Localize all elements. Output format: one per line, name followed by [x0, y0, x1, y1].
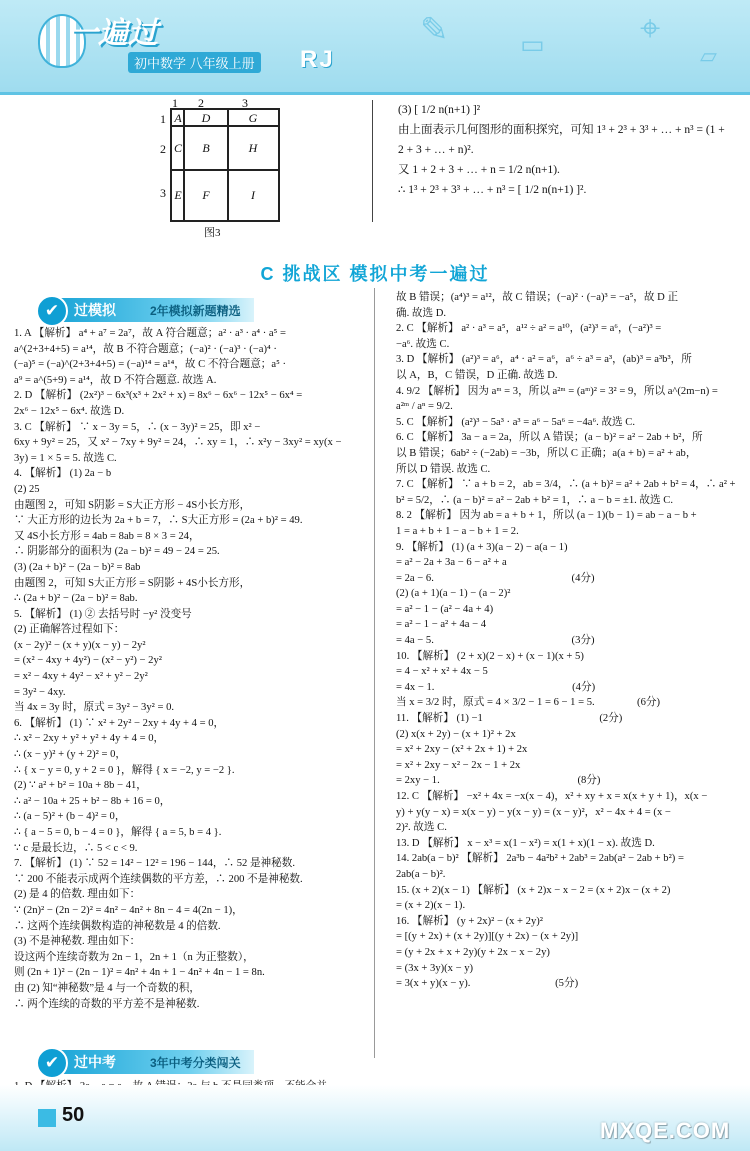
text-line: 又 1 + 2 + 3 + … + n = 1/2 n(n+1). — [398, 164, 560, 176]
text-line: (2) 正确解答过程如下： — [14, 624, 125, 636]
text-line: (3) [ 1/2 n(n+1) ]² — [398, 104, 481, 116]
column-divider — [372, 100, 373, 222]
text-line: (−a)⁵ = (−a)^(2+3+4+5) = (−a)¹⁴ = a¹⁴，故 C 不符合题意；a⁵ · — [14, 359, 286, 371]
text-line: ∴ (2a + b)² − (2a − b)² = 8ab. — [14, 593, 138, 605]
cell-a: A — [171, 109, 185, 127]
text-line: = 4x − 1. (4分) — [396, 681, 596, 693]
text-line: 6xy + 9y² = 25，又 x² − 7xy + 9y² = 24，∴ xy = 1，∴ x²y − 3xy² = xy(x − — [14, 437, 342, 449]
text-line: ∴ (a − 5)² + (b − 4)² = 0， — [14, 811, 126, 823]
text-line: (2) 是 4 的倍数. 理由如下： — [14, 889, 141, 901]
header-banner — [0, 0, 750, 95]
section-bar-mock — [38, 298, 254, 322]
text-line: = (x + 2)(x − 1). — [396, 900, 466, 912]
text-line: = (x² − 4xy + 4y²) − (x² − y²) − 2y² — [14, 655, 162, 667]
row-number: 3 — [160, 186, 166, 200]
text-line: 确. 故选 D. — [396, 307, 447, 319]
text-line: = a² − 1 − a² + 4a − 4 — [396, 619, 487, 631]
text-line: 则 (2n + 1)² − (2n − 1)² = 4n² + 4n + 1 − 4n² + 4n − 1 = 8n. — [14, 967, 265, 979]
text-line: 设这两个连续奇数为 2n − 1，2n + 1（n 为正整数）， — [14, 951, 254, 963]
text-line: 2. D 【解析】 (2x²)³ − 6x³(x³ + 2x² + x) = 8x⁶ − 6x⁶ − 12x⁵ − 6x⁴ = — [14, 390, 303, 402]
text-line: 2 + 3 + … + n)². — [398, 144, 474, 156]
text-line: 2ab(a − b)². — [396, 868, 446, 880]
text-line: 2. C 【解析】 a² · a³ = a⁵，a¹² ÷ a² = a¹⁰，(a²)³ = a⁶，(−a²)³ = — [396, 323, 662, 335]
text-line: (2) 25 — [14, 483, 40, 495]
text-line: 6. C 【解析】 3a − a = 2a，所以 A 错误；(a − b)² = a² − 2ab + b²，所 — [396, 432, 703, 444]
section-title: C 挑战区 模拟中考一遍过 — [260, 264, 490, 284]
figure-caption: 图3 — [204, 227, 221, 239]
text-line: 2x⁶ − 12x⁵ − 6x⁴. 故选 D. — [14, 405, 125, 417]
text-line: 15. (x + 2)(x − 1) 【解析】 (x + 2)x − x − 2 = (x + 2)x − (x + 2) — [396, 884, 671, 896]
text-line: = x² + 2xy − x² − 2x − 1 + 2x — [396, 759, 521, 771]
text-line: 3. D 【解析】 (a²)³ = a⁶，a⁴ · a² = a⁶，a⁶ ÷ a³ = a³，(ab)³ = a³b³，所 — [396, 354, 692, 366]
bar-subtitle: 3年中考分类闯关 — [150, 1056, 241, 1070]
text-line: ∴ 两个连续的奇数的平方差不是神秘数. — [14, 998, 200, 1010]
text-line: = [(y + 2x) + (x + 2y)][(y + 2x) − (x + 2y)] — [396, 931, 579, 943]
text-line: 由题图 2，可知 S阴影 = S大正方形 − 4S小长方形， — [14, 499, 251, 511]
text-line: ∵ c 是最长边，∴ 5 < c < 9. — [14, 842, 138, 854]
cell-b: B — [183, 125, 229, 171]
check-icon: ✔ — [36, 1047, 68, 1079]
text-line: ∴ a² − 10a + 25 + b² − 8b + 16 = 0， — [14, 795, 171, 807]
col-number: 2 — [198, 96, 204, 110]
text-line: 由题图 2，可知 S大正方形 = S阴影 + 4S小长方形， — [14, 577, 251, 589]
text-line: 1. A 【解析】 a⁴ + a⁷ = 2a⁷，故 A 符合题意；a² · a³ · a⁴ · a⁵ = — [14, 328, 286, 339]
row-number: 2 — [160, 142, 166, 156]
text-line: (2) ∵ a² + b² = 10a + 8b − 41， — [14, 780, 147, 792]
bar-subtitle: 2年模拟新题精选 — [150, 304, 241, 318]
text-line: = x² + 2xy − (x² + 2x + 1) + 2x — [396, 744, 528, 756]
text-line: ∴ { a − 5 = 0, b − 4 = 0 }，解得 { a = 5, b = 4 }. — [14, 827, 222, 838]
right-lines — [396, 290, 740, 992]
col-number: 1 — [172, 96, 178, 110]
col-number: 3 — [242, 96, 248, 110]
right-column — [396, 290, 740, 992]
text-line: 5. 【解析】 (1) ② 去括号时 −y² 没变号 — [14, 608, 192, 620]
text-line: (2) x(x + 2y) − (x + 1)² + 2x — [396, 728, 516, 740]
cell-f: F — [183, 169, 229, 221]
text-line: a²ᵐ / aⁿ = 9/2. — [396, 401, 453, 413]
column-divider — [374, 288, 375, 1058]
text-line: 16. 【解析】 (y + 2x)² − (x + 2y)² — [396, 915, 543, 927]
text-line: 所以 D 错误. 故选 C. — [396, 463, 491, 475]
text-line: 11. 【解析】 (1) −1 (2分) — [396, 713, 623, 725]
compass-icon: ⌖ — [640, 8, 661, 49]
text-line: 又 4S小长方形 = 4ab = 8ab = 8 × 3 = 24， — [14, 530, 200, 542]
bar-title: 过中考 — [74, 1054, 116, 1070]
figure-frame — [170, 108, 280, 222]
text-line: ∴ 这两个连续偶数构造的神秘数是 4 的倍数. — [14, 920, 221, 932]
text-line: = a² − 1 − (a² − 4a + 4) — [396, 603, 494, 615]
text-line: 9. 【解析】 (1) (a + 3)(a − 2) − a(a − 1) — [396, 541, 568, 553]
text-line: 8. 2 【解析】 因为 ab = a + b + 1，所以 (a − 1)(b − 1) = ab − a − b + — [396, 510, 697, 522]
text-line: ∴ (x − y)² + (y + 2)² = 0， — [14, 749, 127, 761]
text-line: 3y) = 1 × 5 = 5. 故选 C. — [14, 452, 117, 464]
row-number: 1 — [160, 112, 166, 126]
text-line: (2) (a + 1)(a − 1) − (a − 2)² — [396, 588, 511, 600]
pencil-icon: ✎ — [420, 10, 449, 50]
left-column — [14, 326, 370, 1012]
bar-title: 过模拟 — [74, 302, 116, 318]
text-line: 5. C 【解析】 (a²)³ − 5a³ · a³ = a⁶ − 5a⁶ = −4a⁶. 故选 C. — [396, 416, 636, 428]
text-line: 4. 9/2 【解析】 因为 aᵐ = 3，所以 a²ᵐ = (aᵐ)² = 3² = 9，所以 a^(2m−n) = — [396, 385, 718, 397]
book-subtitle: 初中数学 八年级上册 — [128, 52, 261, 73]
text-line: 3. C 【解析】 ∵ x − 3y = 5，∴ (x − 3y)² = 25，即 x² − — [14, 421, 261, 433]
text-line: 故 B 错误；(a⁴)³ = a¹²，故 C 错误；(−a)² · (−a)³ = −a⁵，故 D 正 — [396, 292, 679, 303]
cell-h: H — [227, 125, 279, 171]
text-line: 13. D 【解析】 x − x³ = x(1 − x²) = x(1 + x)(1 − x). 故选 D. — [396, 837, 655, 849]
page-marker — [38, 1109, 56, 1127]
text-line: 当 4x = 3y 时，原式 = 3y² − 3y² = 0. — [14, 702, 175, 714]
text-line: = (3x + 3y)(x − y) — [396, 962, 474, 974]
text-line: 7. C 【解析】 ∵ a + b = 2，ab = 3/4，∴ (a + b)² = a² + 2ab + b² = 4，∴ a² + — [396, 479, 736, 491]
text-line: ∵ 200 不能表示成两个连续偶数的平方差，∴ 200 不是神秘数. — [14, 873, 303, 885]
text-line: (3) 不是神秘数. 理由如下： — [14, 936, 141, 948]
cell-c: C — [171, 125, 185, 171]
text-line: = x² − 4xy + 4y² − x² + y² − 2y² — [14, 671, 148, 683]
text-line: y) + y(y − x) = x(x − y) − y(x − y) = (x − y)²，x² − 4x + 4 = (x − — [396, 806, 671, 818]
text-line: 7. 【解析】 (1) ∵ 52 = 14² − 12² = 196 − 144，∴ 52 是神秘数. — [14, 858, 295, 870]
cell-d: D — [183, 109, 229, 127]
text-line: ∵ 大正方形的边长为 2a + b = 7，∴ S大正方形 = (2a + b)² = 49. — [14, 515, 303, 527]
brand-title: 一遍过 — [68, 17, 158, 50]
text-line: = 2a − 6. (4分) — [396, 572, 595, 584]
text-line: = a² − 2a + 3a − 6 − a² + a — [396, 557, 507, 569]
text-line: 由上面表示几何图形的面积探究，可知 1³ + 2³ + 3³ + … + n³ = (1 + — [398, 124, 725, 136]
check-icon: ✔ — [36, 295, 68, 327]
text-line: (x − 2y)² − (x + y)(x − y) − 2y² — [14, 639, 146, 651]
text-line: 14. 2ab(a − b)² 【解析】 2a³b − 4a²b² + 2ab³ = 2ab(a² − 2ab + b²) = — [396, 853, 684, 865]
edition-label: RJ — [300, 46, 335, 73]
text-line: = 2xy − 1. (8分) — [396, 775, 601, 787]
text-line: a⁹ = a^(5+9) = a¹⁴，故 D 不符合题意. 故选 A. — [14, 374, 217, 386]
text-line: b² = 5/2，∴ (a − b)² = a² − 2ab + b² = 1，∴ a − b = ±1. 故选 C. — [396, 494, 673, 506]
text-line: 12. C 【解析】 −x² + 4x = −x(x − 4)，x² + xy + x = x(x + y + 1)，x(x − — [396, 791, 708, 802]
text-line: ∴ { x − y = 0, y + 2 = 0 }，解得 { x = −2, y = −2 }. — [14, 764, 235, 776]
text-line: 10. 【解析】 (2 + x)(2 − x) + (x − 1)(x + 5) — [396, 650, 584, 662]
text-line: 6. 【解析】 (1) ∵ x² + 2y² − 2xy + 4y + 4 = 0， — [14, 717, 225, 729]
cell-i: I — [227, 169, 279, 221]
watermark: MXQE.COM — [600, 1118, 731, 1143]
text-line: 当 x = 3/2 时，原式 = 4 × 3/2 − 1 = 6 − 1 = 5. (6分) — [396, 697, 660, 709]
text-line: = 4a − 5. (3分) — [396, 635, 595, 647]
left-lines — [14, 326, 370, 1012]
cell-g: G — [227, 109, 279, 127]
ruler-icon: ▱ — [700, 44, 717, 69]
text-line: ∵ (2n)² − (2n − 2)² = 4n² − 4n² + 8n − 4 = 4(2n − 1)， — [14, 904, 243, 916]
cell-e: E — [171, 169, 185, 221]
book-icon: ▭ — [520, 30, 545, 60]
text-line: 由 (2) 知“神秘数”是 4 与一个奇数的积， — [14, 982, 200, 994]
text-line: ∴ 阴影部分的面积为 (2a − b)² = 49 − 24 = 25. — [14, 546, 220, 558]
text-line: −a⁶. 故选 C. — [396, 338, 450, 350]
text-line: 1 = a + b + 1 − a − b + 1 = 2. — [396, 525, 519, 537]
text-line: = 3(x + y)(x − y). (5分) — [396, 978, 579, 990]
text-line: 以 A，B，C 错误，D 正确. 故选 D. — [396, 369, 558, 381]
text-line: (3) (2a + b)² − (2a − b)² = 8ab — [14, 561, 141, 573]
text-line: = 4 − x² + x² + 4x − 5 — [396, 666, 488, 678]
text-line: 以 B 错误；6ab² ÷ (−2ab) = −3b，所以 C 正确；a(a + b) = a² + ab， — [396, 447, 697, 459]
text-line: 2)². 故选 C. — [396, 822, 447, 834]
text-line: ∴ 1³ + 2³ + 3³ + … + n³ = [ 1/2 n(n+1) ]². — [398, 184, 587, 196]
text-line: a^(2+3+4+5) = a¹⁴，故 B 不符合题意；(−a)² · (−a)³ · (−a)⁴ · — [14, 343, 277, 355]
text-line: = (y + 2x + x + 2y)(y + 2x − x − 2y) — [396, 946, 550, 958]
section-bar-exam — [38, 1050, 254, 1074]
text-line: 4. 【解析】 (1) 2a − b — [14, 468, 112, 480]
page-number: 50 — [62, 1104, 85, 1126]
top-right-text — [398, 100, 738, 200]
text-line: ∴ x² − 2xy + y² + y² + 4y + 4 = 0， — [14, 733, 165, 745]
text-line: = 3y² − 4xy. — [14, 686, 66, 698]
